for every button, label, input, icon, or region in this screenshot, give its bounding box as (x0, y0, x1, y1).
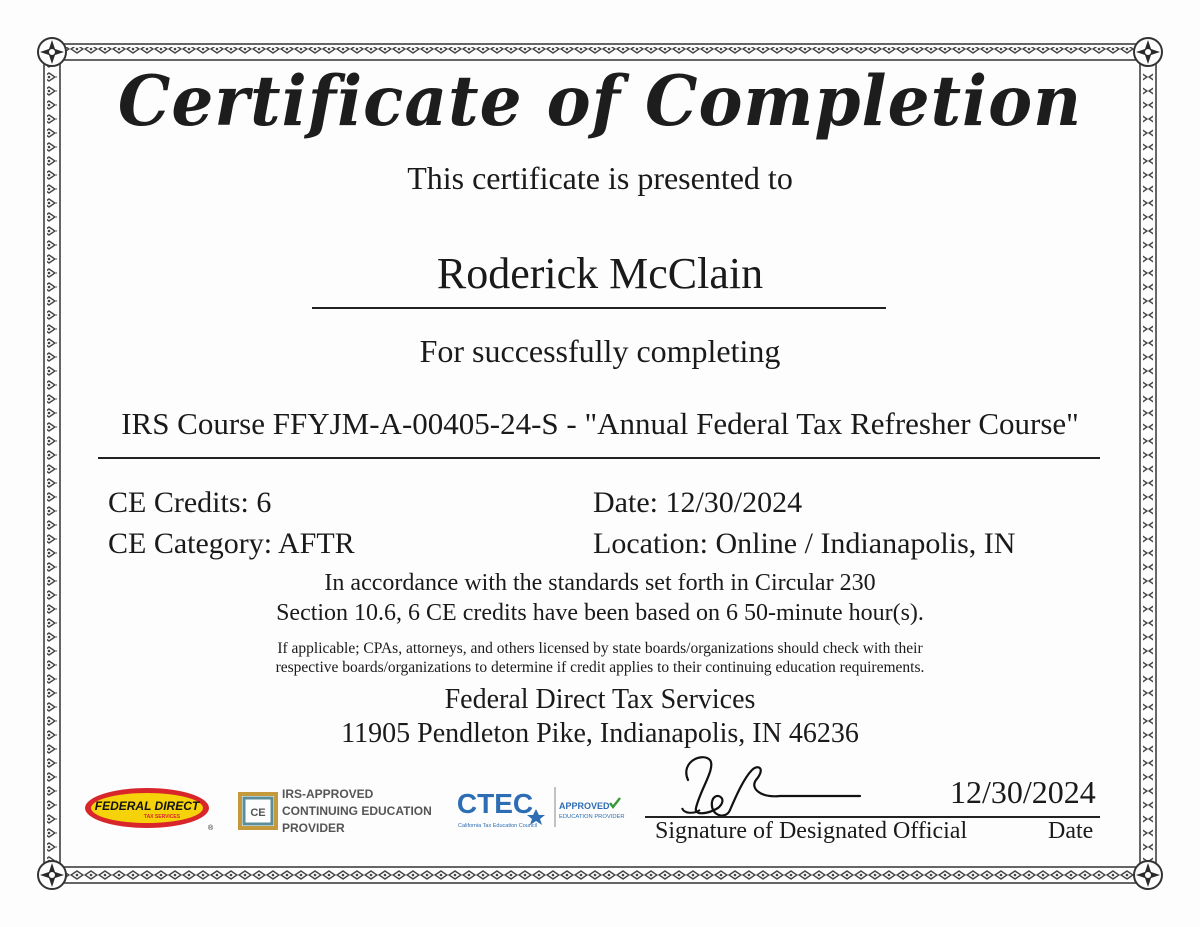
recipient-name: Roderick McClain (436, 249, 764, 298)
irs-logo-line3: PROVIDER (282, 821, 345, 835)
certificate-title: Certificate of Completion (117, 60, 1083, 142)
ce-credits: CE Credits: 6 (108, 486, 272, 519)
federal-direct-logo-text: FEDERAL DIRECT (94, 799, 200, 813)
circular-230-line2: Section 10.6, 6 CE credits have been based on 6 50-minute hour(s). (276, 600, 924, 626)
presented-text: This certificate is presented to (407, 160, 793, 196)
signed-date: 12/30/2024 (950, 774, 1096, 810)
circular-230-line1: In accordance with the standards set forth in Circular 230 (324, 570, 876, 596)
federal-direct-logo-subtext: TAX SERVICES (143, 814, 181, 820)
course-location: Location: Online / Indianapolis, IN (593, 527, 1016, 560)
ce-category: CE Category: AFTR (108, 527, 355, 560)
date-label: Date (1048, 818, 1094, 844)
ce-badge-text: CE (250, 807, 266, 819)
disclaimer-line1: If applicable; CPAs, attorneys, and others licensed by state boards/organizations should check with their (277, 640, 923, 657)
ctec-approved-provider-logo (455, 783, 635, 833)
irs-logo-line1: IRS-APPROVED (282, 787, 374, 801)
disclaimer-line2: respective boards/organizations to determine if credit applies to their continuing education requirements. (275, 659, 925, 676)
corner-ornament-br-icon (1134, 861, 1162, 889)
completion-date: Date: 12/30/2024 (593, 486, 803, 519)
corner-ornament-bl-icon (38, 861, 66, 889)
approved-check-icon (610, 798, 620, 807)
course-underline (98, 457, 1100, 459)
signature-label: Signature of Designated Official (655, 818, 968, 844)
handwritten-signature (670, 750, 865, 824)
ctec-logo-text: CTEC (456, 788, 534, 819)
organization-name: Federal Direct Tax Services (444, 684, 756, 715)
irs-logo-line2: CONTINUING EDUCATION (282, 804, 432, 818)
approved-text: APPROVED (559, 801, 610, 811)
organization-address: 11905 Pendleton Pike, Indianapolis, IN 46236 (341, 718, 859, 749)
approved-subtext: EDUCATION PROVIDER (559, 814, 625, 820)
for-completing-text: For successfully completing (419, 333, 781, 369)
course-title: IRS Course FFYJM-A-00405-24-S - "Annual Federal Tax Refresher Course" (121, 406, 1079, 441)
federal-direct-logo (84, 786, 218, 832)
registered-mark: ® (208, 825, 214, 832)
irs-approved-provider-logo (238, 786, 448, 836)
ctec-subtitle: California Tax Education Council (458, 823, 538, 829)
recipient-underline (312, 307, 886, 309)
